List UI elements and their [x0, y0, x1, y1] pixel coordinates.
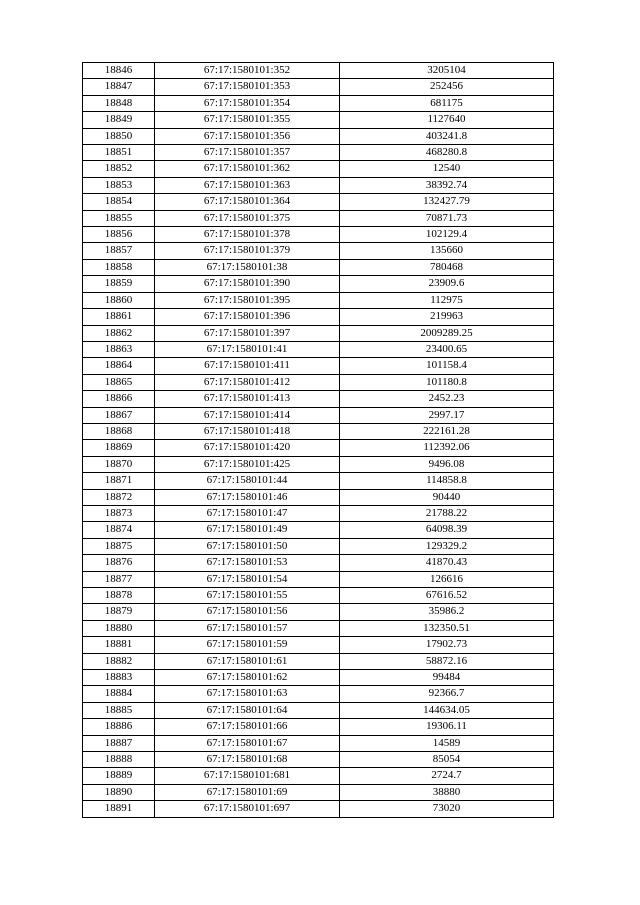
table-row: [83, 653, 554, 669]
cadastral-number-cell: 67:17:1580101:413: [155, 391, 340, 407]
cadastral-number-cell: 67:17:1580101:364: [155, 194, 340, 210]
cadastral-value-table: [82, 62, 554, 818]
cadastral-number-cell: 67:17:1580101:357: [155, 145, 340, 161]
cadastral-number-cell: 67:17:1580101:414: [155, 407, 340, 423]
row-number-cell: 18884: [83, 686, 155, 702]
value-cell: 252456: [340, 79, 554, 95]
row-number-cell: 18868: [83, 423, 155, 439]
table-row: [83, 161, 554, 177]
cadastral-number-cell: 67:17:1580101:62: [155, 670, 340, 686]
value-cell: 135660: [340, 243, 554, 259]
value-cell: 2724.7: [340, 768, 554, 784]
table-row: [83, 358, 554, 374]
cadastral-number-cell: 67:17:1580101:61: [155, 653, 340, 669]
value-cell: 129329.2: [340, 538, 554, 554]
table-row: [83, 456, 554, 472]
cadastral-number-cell: 67:17:1580101:355: [155, 112, 340, 128]
value-cell: 681175: [340, 95, 554, 111]
row-number-cell: 18869: [83, 440, 155, 456]
row-number-cell: 18878: [83, 588, 155, 604]
table-row: [83, 588, 554, 604]
cadastral-number-cell: 67:17:1580101:67: [155, 735, 340, 751]
value-cell: 17902.73: [340, 637, 554, 653]
cadastral-number-cell: 67:17:1580101:47: [155, 505, 340, 521]
table-row: [83, 571, 554, 587]
row-number-cell: 18881: [83, 637, 155, 653]
cadastral-number-cell: 67:17:1580101:353: [155, 79, 340, 95]
row-number-cell: 18889: [83, 768, 155, 784]
table-row: [83, 128, 554, 144]
row-number-cell: 18873: [83, 505, 155, 521]
row-number-cell: 18857: [83, 243, 155, 259]
table-row: [83, 243, 554, 259]
row-number-cell: 18859: [83, 276, 155, 292]
value-cell: 2997.17: [340, 407, 554, 423]
cadastral-number-cell: 67:17:1580101:50: [155, 538, 340, 554]
cadastral-number-cell: 67:17:1580101:395: [155, 292, 340, 308]
table-row: [83, 473, 554, 489]
cadastral-number-cell: 67:17:1580101:411: [155, 358, 340, 374]
table-row: [83, 259, 554, 275]
table-row: [83, 145, 554, 161]
cadastral-number-cell: 67:17:1580101:378: [155, 227, 340, 243]
table-row: [83, 670, 554, 686]
value-cell: 12540: [340, 161, 554, 177]
value-cell: 92366.7: [340, 686, 554, 702]
value-cell: 222161.28: [340, 423, 554, 439]
table-row: [83, 522, 554, 538]
value-cell: 23400.65: [340, 341, 554, 357]
cadastral-number-cell: 67:17:1580101:363: [155, 177, 340, 193]
row-number-cell: 18850: [83, 128, 155, 144]
table-row: [83, 292, 554, 308]
value-cell: 23909.6: [340, 276, 554, 292]
table-row: [83, 752, 554, 768]
table-row: [83, 391, 554, 407]
row-number-cell: 18847: [83, 79, 155, 95]
table-row: [83, 604, 554, 620]
cadastral-number-cell: 67:17:1580101:681: [155, 768, 340, 784]
table-row: [83, 505, 554, 521]
value-cell: 1127640: [340, 112, 554, 128]
value-cell: 58872.16: [340, 653, 554, 669]
cadastral-number-cell: 67:17:1580101:53: [155, 555, 340, 571]
row-number-cell: 18853: [83, 177, 155, 193]
cadastral-number-cell: 67:17:1580101:354: [155, 95, 340, 111]
value-cell: 403241.8: [340, 128, 554, 144]
value-cell: 101180.8: [340, 374, 554, 390]
table-row: [83, 538, 554, 554]
value-cell: 38392.74: [340, 177, 554, 193]
value-cell: 70871.73: [340, 210, 554, 226]
cadastral-number-cell: 67:17:1580101:66: [155, 719, 340, 735]
table-row: [83, 489, 554, 505]
value-cell: 114858.8: [340, 473, 554, 489]
table-row: [83, 374, 554, 390]
row-number-cell: 18866: [83, 391, 155, 407]
table-row: [83, 768, 554, 784]
value-cell: 85054: [340, 752, 554, 768]
table-row: [83, 735, 554, 751]
table-row: [83, 309, 554, 325]
cadastral-number-cell: 67:17:1580101:46: [155, 489, 340, 505]
table-row: [83, 555, 554, 571]
cadastral-number-cell: 67:17:1580101:379: [155, 243, 340, 259]
cadastral-number-cell: 67:17:1580101:396: [155, 309, 340, 325]
value-cell: 14589: [340, 735, 554, 751]
value-cell: 9496.08: [340, 456, 554, 472]
value-cell: 2009289.25: [340, 325, 554, 341]
cadastral-number-cell: 67:17:1580101:49: [155, 522, 340, 538]
row-number-cell: 18865: [83, 374, 155, 390]
row-number-cell: 18871: [83, 473, 155, 489]
table-row: [83, 784, 554, 800]
value-cell: 219963: [340, 309, 554, 325]
table-row: [83, 63, 554, 79]
row-number-cell: 18890: [83, 784, 155, 800]
row-number-cell: 18852: [83, 161, 155, 177]
cadastral-number-cell: 67:17:1580101:38: [155, 259, 340, 275]
row-number-cell: 18887: [83, 735, 155, 751]
table-row: [83, 637, 554, 653]
cadastral-number-cell: 67:17:1580101:57: [155, 620, 340, 636]
value-cell: 38880: [340, 784, 554, 800]
table-row: [83, 801, 554, 817]
cadastral-number-cell: 67:17:1580101:64: [155, 702, 340, 718]
row-number-cell: 18846: [83, 63, 155, 79]
row-number-cell: 18862: [83, 325, 155, 341]
cadastral-number-cell: 67:17:1580101:56: [155, 604, 340, 620]
row-number-cell: 18851: [83, 145, 155, 161]
row-number-cell: 18848: [83, 95, 155, 111]
cadastral-number-cell: 67:17:1580101:425: [155, 456, 340, 472]
row-number-cell: 18883: [83, 670, 155, 686]
row-number-cell: 18860: [83, 292, 155, 308]
cadastral-number-cell: 67:17:1580101:356: [155, 128, 340, 144]
row-number-cell: 18875: [83, 538, 155, 554]
table-row: [83, 440, 554, 456]
cadastral-number-cell: 67:17:1580101:55: [155, 588, 340, 604]
row-number-cell: 18854: [83, 194, 155, 210]
row-number-cell: 18888: [83, 752, 155, 768]
value-cell: 112392.06: [340, 440, 554, 456]
table-row: [83, 112, 554, 128]
table-row: [83, 719, 554, 735]
value-cell: 73020: [340, 801, 554, 817]
row-number-cell: 18856: [83, 227, 155, 243]
cadastral-number-cell: 67:17:1580101:59: [155, 637, 340, 653]
row-number-cell: 18876: [83, 555, 155, 571]
table-row: [83, 620, 554, 636]
cadastral-number-cell: 67:17:1580101:54: [155, 571, 340, 587]
row-number-cell: 18872: [83, 489, 155, 505]
value-cell: 64098.39: [340, 522, 554, 538]
value-cell: 112975: [340, 292, 554, 308]
value-cell: 3205104: [340, 63, 554, 79]
row-number-cell: 18880: [83, 620, 155, 636]
table-row: [83, 177, 554, 193]
value-cell: 101158.4: [340, 358, 554, 374]
row-number-cell: 18891: [83, 801, 155, 817]
value-cell: 132350.51: [340, 620, 554, 636]
row-number-cell: 18849: [83, 112, 155, 128]
row-number-cell: 18861: [83, 309, 155, 325]
cadastral-number-cell: 67:17:1580101:362: [155, 161, 340, 177]
table-row: [83, 210, 554, 226]
row-number-cell: 18882: [83, 653, 155, 669]
cadastral-number-cell: 67:17:1580101:697: [155, 801, 340, 817]
table-row: [83, 407, 554, 423]
value-cell: 132427.79: [340, 194, 554, 210]
table-row: [83, 227, 554, 243]
value-cell: 468280.8: [340, 145, 554, 161]
cadastral-number-cell: 67:17:1580101:69: [155, 784, 340, 800]
table-row: [83, 95, 554, 111]
table-row: [83, 194, 554, 210]
cadastral-number-cell: 67:17:1580101:397: [155, 325, 340, 341]
row-number-cell: 18877: [83, 571, 155, 587]
table-row: [83, 276, 554, 292]
value-cell: 126616: [340, 571, 554, 587]
value-cell: 35986.2: [340, 604, 554, 620]
value-cell: 90440: [340, 489, 554, 505]
cadastral-number-cell: 67:17:1580101:412: [155, 374, 340, 390]
table-row: [83, 423, 554, 439]
value-cell: 102129.4: [340, 227, 554, 243]
value-cell: 2452.23: [340, 391, 554, 407]
row-number-cell: 18864: [83, 358, 155, 374]
table-row: [83, 79, 554, 95]
table-row: [83, 325, 554, 341]
table-row: [83, 686, 554, 702]
cadastral-number-cell: 67:17:1580101:41: [155, 341, 340, 357]
value-cell: 21788.22: [340, 505, 554, 521]
row-number-cell: 18870: [83, 456, 155, 472]
row-number-cell: 18885: [83, 702, 155, 718]
cadastral-number-cell: 67:17:1580101:352: [155, 63, 340, 79]
row-number-cell: 18863: [83, 341, 155, 357]
table-row: [83, 702, 554, 718]
cadastral-number-cell: 67:17:1580101:44: [155, 473, 340, 489]
value-cell: 99484: [340, 670, 554, 686]
value-cell: 144634.05: [340, 702, 554, 718]
value-cell: 780468: [340, 259, 554, 275]
cadastral-number-cell: 67:17:1580101:418: [155, 423, 340, 439]
row-number-cell: 18874: [83, 522, 155, 538]
cadastral-number-cell: 67:17:1580101:375: [155, 210, 340, 226]
table-body: [83, 63, 554, 818]
value-cell: 19306.11: [340, 719, 554, 735]
row-number-cell: 18879: [83, 604, 155, 620]
value-cell: 41870.43: [340, 555, 554, 571]
cadastral-number-cell: 67:17:1580101:68: [155, 752, 340, 768]
cadastral-number-cell: 67:17:1580101:390: [155, 276, 340, 292]
row-number-cell: 18855: [83, 210, 155, 226]
cadastral-number-cell: 67:17:1580101:420: [155, 440, 340, 456]
table-row: [83, 341, 554, 357]
row-number-cell: 18867: [83, 407, 155, 423]
cadastral-number-cell: 67:17:1580101:63: [155, 686, 340, 702]
row-number-cell: 18886: [83, 719, 155, 735]
value-cell: 67616.52: [340, 588, 554, 604]
row-number-cell: 18858: [83, 259, 155, 275]
